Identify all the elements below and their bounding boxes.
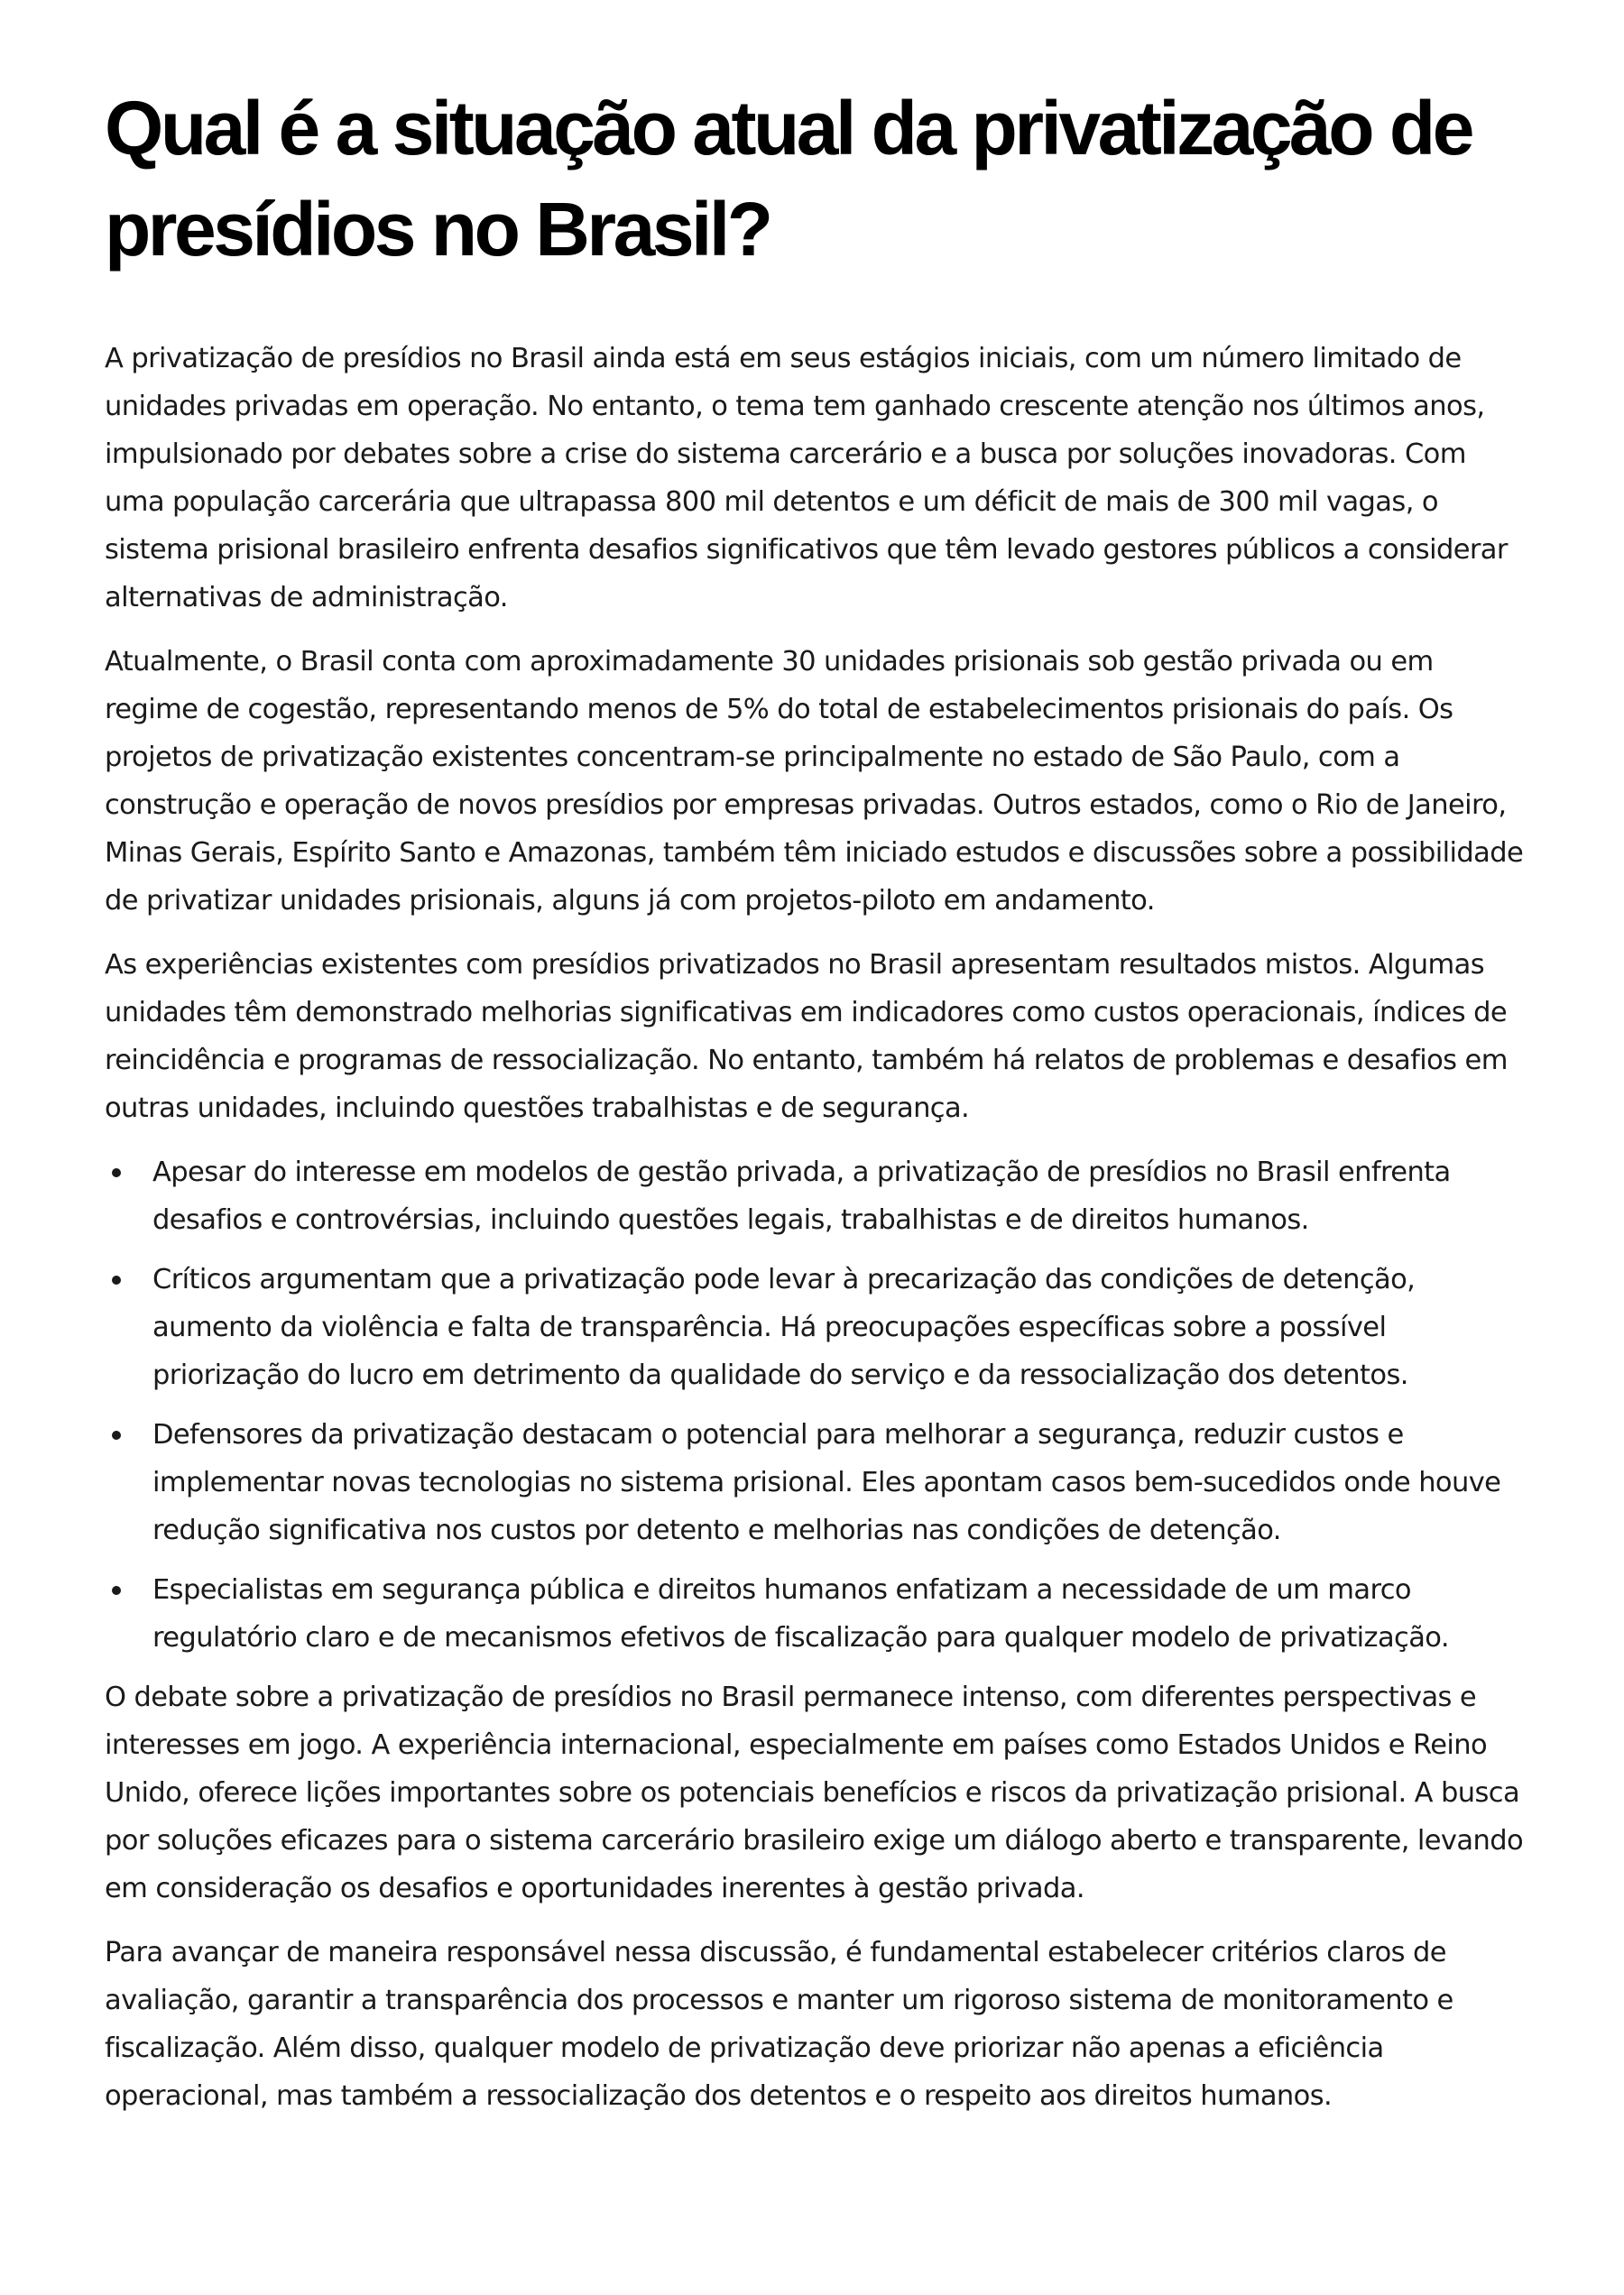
bullet-icon xyxy=(112,1586,121,1595)
list-item xyxy=(105,1256,1530,1399)
bullet-list xyxy=(105,1148,1530,1662)
list-item-text: Apesar do interesse em modelos de gestão privada, a privatização de presídios no Brasil enfrenta desafios e controvérsias, incluindo questões legais, trabalhistas e de direitos humanos. xyxy=(152,1157,1451,1236)
paragraph: Atualmente, o Brasil conta com aproximadamente 30 unidades prisionais sob gestão privada ou em regime de cogestão, representando menos de 5% do total de estabelecimentos prisionais do país. Os projetos de privatização existentes concentram-se principalmente no estado de São Paulo, com a construção e operação de novos presídios por empresas privadas. Outros estados, como o Rio de Janeiro, Minas Gerais, Espírito Santo e Amazonas, também têm iniciado estudos e discussões sobre a possibilidade de privatizar unidades prisionais, alguns já com projetos-piloto em andamento. xyxy=(105,646,1524,917)
list-item xyxy=(105,1148,1530,1244)
bullet-icon xyxy=(112,1168,121,1177)
list-item-text: Especialistas em segurança pública e direitos humanos enfatizam a necessidade de um marco regulatório claro e de mecanismos efetivos de fiscalização para qualquer modelo de privatização. xyxy=(152,1574,1449,1654)
list-item-text: Críticos argumentam que a privatização pode levar à precarização das condições de detenção, aumento da violência e falta de transparência. Há preocupações específicas sobre a possível priorização do lucro em detrimento da qualidade do serviço e da ressocialização dos detentos. xyxy=(152,1264,1416,1391)
bullet-icon xyxy=(112,1276,121,1285)
article-body xyxy=(105,335,1530,2120)
paragraph: A privatização de presídios no Brasil ainda está em seus estágios iniciais, com um número limitado de unidades privadas em operação. No entanto, o tema tem ganhado crescente atenção nos últimos anos, impulsionado por debates sobre a crise do sistema carcerário e a busca por soluções inovadoras. Com uma população carcerária que ultrapassa 800 mil detentos e um déficit de mais de 300 mil vagas, o sistema prisional brasileiro enfrenta desafios significativos que têm levado gestores públicos a considerar alternativas de administração. xyxy=(105,343,1508,613)
list-item-text: Defensores da privatização destacam o potencial para melhorar a segurança, reduzir custos e implementar novas tecnologias no sistema prisional. Eles apontam casos bem-sucedidos onde houve redução significativa nos custos por detento e melhorias nas condições de detenção. xyxy=(152,1419,1501,1546)
paragraph: O debate sobre a privatização de presídios no Brasil permanece intenso, com diferentes perspectivas e interesses em jogo. A experiência internacional, especialmente em países como Estados Unidos e Reino Unido, oferece lições importantes sobre os potenciais benefícios e riscos da privatização prisional. A busca por soluções eficazes para o sistema carcerário brasileiro exige um diálogo aberto e transparente, levando em consideração os desafios e oportunidades inerentes à gestão privada. xyxy=(105,1682,1524,1904)
paragraph: As experiências existentes com presídios privatizados no Brasil apresentam resultados mistos. Algumas unidades têm demonstrado melhorias significativas em indicadores como custos operacionais, índices de reincidência e programas de ressocialização. No entanto, também há relatos de problemas e desafios em outras unidades, incluindo questões trabalhistas e de segurança. xyxy=(105,949,1508,1124)
list-item xyxy=(105,1566,1530,1662)
bullet-icon xyxy=(112,1431,121,1440)
paragraph: Para avançar de maneira responsável nessa discussão, é fundamental estabelecer critérios claros de avaliação, garantir a transparência dos processos e manter um rigoroso sistema de monitoramento e fiscalização. Além disso, qualquer modelo de privatização deve priorizar não apenas a eficiência operacional, mas também a ressocialização dos detentos e o respeito aos direitos humanos. xyxy=(105,1937,1453,2112)
page-title: Qual é a situação atual da privatização de presídios no Brasil? xyxy=(105,86,1472,272)
list-item xyxy=(105,1411,1530,1554)
document-page xyxy=(105,0,1530,2120)
